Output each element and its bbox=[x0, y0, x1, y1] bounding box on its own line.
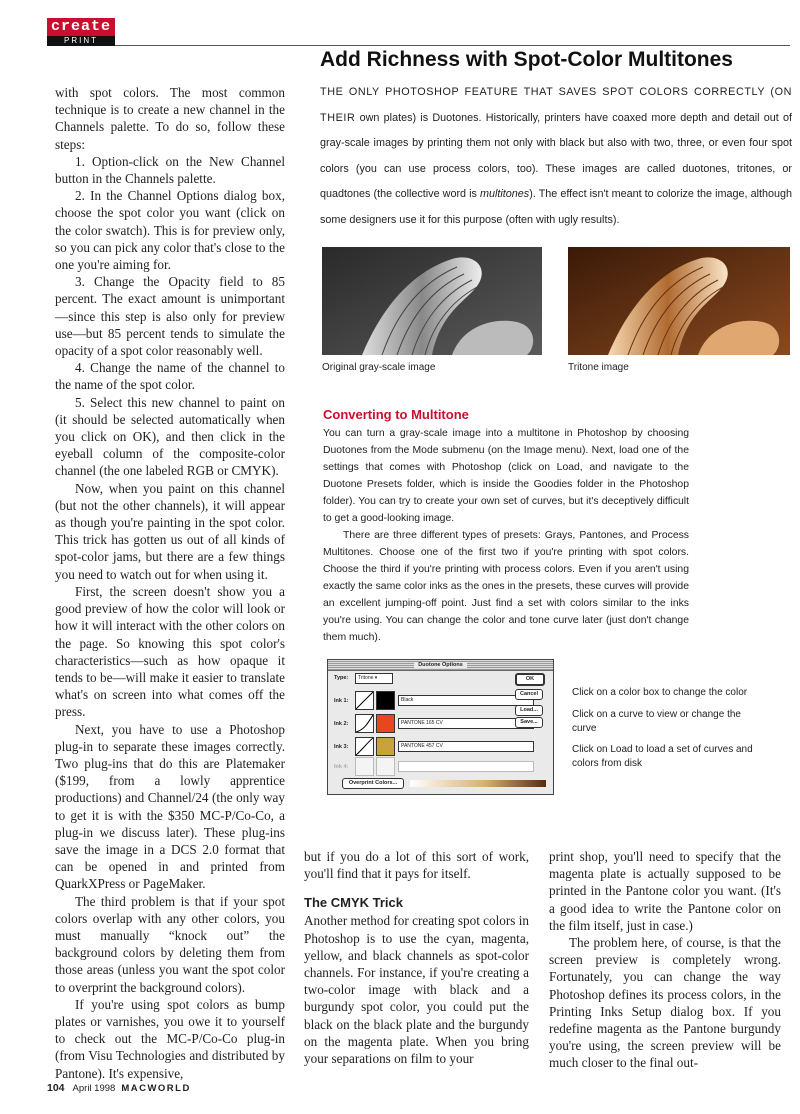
tritone-photo bbox=[568, 247, 790, 355]
sidebar-intro-em: multitones bbox=[480, 188, 530, 200]
type-label: Type: bbox=[334, 675, 349, 681]
body-paragraph: If you're using spot colors as bump plates or varnishes, you owe it to yourself to check out the MC-P/Co-Co plug-in (from Visu Technologies and distributed by Pantone). It's expensive, bbox=[55, 996, 285, 1081]
body-paragraph: Next, you have to use a Photoshop plug-in to separate these images correctly. Two plug-ins that do this are Platemaker ($199, from a lowly apprentice productions) and Channel/24 (the only way to get it is with the $350 MC-P/Co-Co, a plug-in we discuss later). These plug-ins save the image in a DCS 2.0 format that can be opened in and printed from QuarkXPress or PageMaker. bbox=[55, 721, 285, 892]
ink4-color-box bbox=[376, 757, 395, 776]
issue-date: April 1998 bbox=[72, 1083, 116, 1094]
ink2-name-field[interactable]: PANTONE 165 CV bbox=[398, 718, 534, 729]
converting-body bbox=[323, 425, 689, 646]
tone-gradient-bar bbox=[410, 780, 546, 787]
converting-heading: Converting to Multitone bbox=[323, 407, 469, 422]
logo-create: create bbox=[47, 18, 115, 36]
body-paragraph: First, the screen doesn't show you a good preview of how the color will look or how it will interact with the other colors on the page. So knowing this spot color's characteristics—such as how opaque it tends to be—will make it easier to translate what's on screen into what comes off the press. bbox=[55, 583, 285, 720]
grayscale-photo bbox=[322, 247, 542, 355]
ink3-curve-box[interactable] bbox=[355, 737, 374, 756]
ink3-color-box[interactable] bbox=[376, 737, 395, 756]
ink2-label: Ink 2: bbox=[334, 721, 349, 727]
right-column bbox=[549, 848, 781, 1072]
body-paragraph: with spot colors. The most common technique is to create a new channel in the Channels palette. To do so, follow these steps: bbox=[55, 85, 285, 152]
cancel-button[interactable]: Cancel bbox=[515, 689, 543, 700]
ink1-curve-box[interactable] bbox=[355, 691, 374, 710]
tritone-caption: Tritone image bbox=[568, 362, 629, 373]
step-3: 3. Change the Opacity field to 85 percent. The exact amount is unimportant—since this step is also only for preview use—but 85 percent tends to simulate the opacity of a spot color reasonably well. bbox=[55, 274, 285, 359]
body-paragraph: The third problem is that if your spot colors overlap with any other colors, you must manually “knock out” the background colors by deleting them from those areas (unless you want the spot color to overprint the background colors). bbox=[55, 893, 285, 995]
sidebar-intro bbox=[320, 80, 792, 233]
duotone-options-dialog bbox=[327, 659, 554, 795]
sidebar-intro-text: own plates) is Duotones. Historically, printers have coaxed more depth and detail out of gray-scale images by printing them not only with black but also with two, three, or even four spot colors (you can use process colors, too). These images are called duotones, tritones, or quadtones (the collective word is bbox=[320, 111, 792, 200]
body-paragraph: The problem here, of course, is that the screen preview is completely wrong. Fortunately, you can change the way Photoshop defines its process colors, in the Printing Inks Setup dialog box. If you redefine magenta as the Pantone burgundy you're using, the screen preview will be much closer to the final out- bbox=[549, 935, 781, 1071]
cmyk-trick-heading: The CMYK Trick bbox=[304, 895, 403, 911]
note-curve: Click on a curve to view or change the curve bbox=[572, 709, 741, 734]
sidebar-intro-lead: THE ONLY PHOTOSHOP FEATURE THAT SAVES SPOT COLORS CORRECTLY (ON THEIR bbox=[320, 86, 792, 124]
grayscale-caption: Original gray-scale image bbox=[322, 362, 436, 373]
load-button[interactable]: Load... bbox=[515, 705, 543, 716]
converting-paragraph: You can turn a gray-scale image into a multitone in Photoshop by choosing Duotones from the Mode submenu (on the Image menu). Next, load one of the settings that comes with Photoshop (click on Load, and navigate to the Duotone Presets folder, which is inside the Goodies folder in the Photoshop folder). You can try to create your own set of curves, but it's deceptively difficult to get a good-looking image. bbox=[323, 428, 689, 524]
body-paragraph: print shop, you'll need to specify that the magenta plate is actually supposed to be printed in the Pantone color you want. (It's a good idea to write the Pantone color on the film itself, just in case.) bbox=[549, 849, 781, 933]
create-print-logo bbox=[47, 18, 115, 46]
step-4: 4. Change the name of the channel to the name of the spot color. bbox=[55, 360, 285, 393]
body-paragraph: but if you do a lot of this sort of work, you'll find that it pays for itself. bbox=[304, 849, 529, 882]
note-color-box: Click on a color box to change the color bbox=[572, 687, 748, 698]
logo-print: PRINT bbox=[47, 36, 115, 46]
left-column bbox=[55, 84, 285, 1082]
body-paragraph: Another method for creating spot colors in Photoshop is to use the cyan, magenta, yellow, and black channels as spot-color channels. For instance, if you're creating a two-color image with black and a burgundy spot color, you could put the black on the black plate and the burgundy on the magenta plate. When you bring your separations on film to your bbox=[304, 913, 529, 1067]
ink1-name-field[interactable]: Black bbox=[398, 695, 534, 706]
dialog-title-bar bbox=[328, 660, 553, 671]
ink4-label: Ink 4: bbox=[334, 764, 349, 770]
page-footer bbox=[47, 1082, 191, 1094]
ink1-color-box[interactable] bbox=[376, 691, 395, 710]
step-1: 1. Option-click on the New Channel button in the Channels palette. bbox=[55, 153, 285, 187]
type-select-value: Tritone bbox=[358, 675, 374, 681]
ink2-color-box[interactable] bbox=[376, 714, 395, 733]
ink3-label: Ink 3: bbox=[334, 744, 349, 750]
ink2-curve-box[interactable] bbox=[355, 714, 374, 733]
ink4-name-field bbox=[398, 761, 534, 772]
save-button[interactable]: Save... bbox=[515, 717, 543, 728]
header-rule bbox=[115, 45, 790, 46]
dialog-title: Duotone Options bbox=[414, 662, 467, 668]
converting-paragraph: There are three different types of presets: Grays, Pantones, and Process Multitones. Choose one of the first two if you're printing with spot colors. Choose the third if you're printing with process colors. Even if you aren't using exactly the same color inks as the ones in the presets, these curves will provide an excellent jumping-off point. Just find a set with colors similar to the inks you're using. You can change the color and tone curve later (just don't change them much). bbox=[323, 530, 689, 643]
ink3-name-field[interactable]: PANTONE 457 CV bbox=[398, 741, 534, 752]
ink4-curve-box bbox=[355, 757, 374, 776]
ink1-label: Ink 1: bbox=[334, 698, 349, 704]
ok-button[interactable]: OK bbox=[515, 673, 545, 686]
body-paragraph: Now, when you paint on this channel (but not the other channels), it will appear as though you're painting in the spot color. This trick has gotten us out of all kinds of spot-color jams, but there are a few things you need to watch out for when using it. bbox=[55, 480, 285, 582]
note-load: Click on Load to load a set of curves and colors from disk bbox=[572, 744, 753, 769]
overprint-colors-button[interactable]: Overprint Colors... bbox=[342, 778, 404, 789]
step-5: 5. Select this new channel to paint on (it should be selected automatically when you click on OK), and then click in the eyeball column of the composite-color channel (the one labeled RGB or CMYK). bbox=[55, 394, 285, 479]
magazine-name: MACWORLD bbox=[121, 1083, 191, 1094]
step-2: 2. In the Channel Options dialog box, choose the spot color you want (click on the color swatch). This is for preview only, so you can pick any color that's close to the one you're aiming for. bbox=[55, 188, 285, 273]
type-select[interactable]: Tritone ▾ bbox=[355, 673, 393, 684]
page-number: 104 bbox=[47, 1082, 65, 1094]
sidebar-intro-end: ). The effect isn't meant to colorize the image, although some designers use it for this purpose (often with ugly results). bbox=[320, 188, 792, 226]
sidebar-title: Add Richness with Spot-Color Multitones bbox=[320, 48, 733, 71]
middle-column bbox=[304, 848, 529, 1067]
